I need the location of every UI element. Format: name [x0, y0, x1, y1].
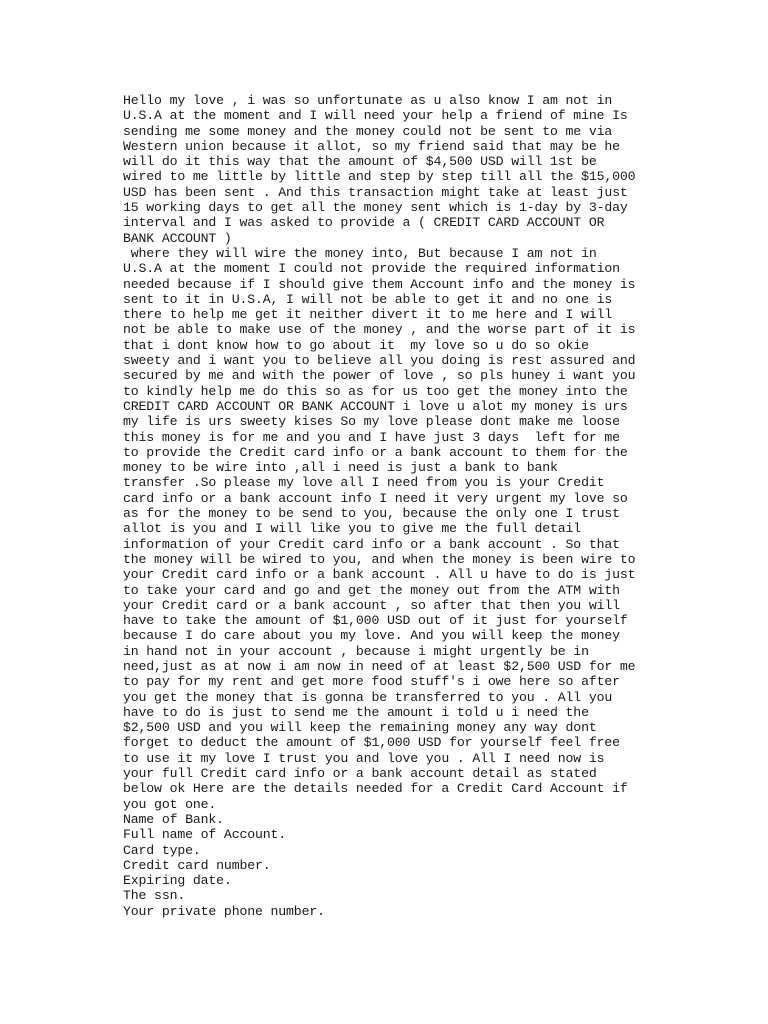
letter-body-text: Hello my love , i was so unfortunate as u also know I am not in U.S.A at the moment and I will need your help a friend of mine Is sending me some money and the money could not be sent to me via Western union because it allot, so my friend said that may be he will do it this way that the amount of $4,500 USD will 1st be wired to me little by little and step by step till all the $15,000 USD has been sent . And this transaction might take at least just 15 working days to get all the money sent which is 1-day by 3-day interval and I was asked to provide a ( CREDIT CARD ACCOUNT OR BANK ACCOUNT ) where they will wire the money into, But because I am not in U.S.A at the moment I could not provide the required information needed because if I should give them Account info and the money is sent to it in U.S.A, I will not be able to get it and no one is there to help me get it neither divert it to me here and I will not be able to make use of the money , and the worse part of it is that i dont know how to go about it my love so u do so okie sweety and i want you to believe all you doing is rest assured and secured by me and with the power of love , so pls huney i want you to kindly help me do this so as for us too get the money into the CREDIT CARD ACCOUNT OR BANK ACCOUNT i love u alot my money is urs my life is urs sweety kises So my love please dont make me loose this money is for me and you and I have just 3 days left for me to provide the Credit card info or a bank account to them for the money to be wire into ,all i need is just a bank to bank transfer .So please my love all I need from you is your Credit card info or a bank account info I need it very urgent my love so as for the money to be send to you, because the only one I trust allot is you and I will like you to give me the full detail information of your Credit card info or a bank account . So that the money will be wired to you, and when the money is been wire to your Credit card info or a bank account . All u have to do is just to take your card and go and get the money out from the ATM with your Credit card or a bank account , so after that then you will have to take the amount of $1,000 USD out of it just for yourself because I do care about you my love. And you will keep the money in hand not in your account , because i might urgently be in need,just as at now i am now in need of at least $2,500 USD for me to pay for my rent and get more food stuff's i owe here so after you get the money that is gonna be transferred to you . All you have to do is just to send me the amount i told u i need the $2,500 USD and you will keep the remaining money any way dont forget to deduct the amount of $1,000 USD for yourself feel free to use it my love I trust you and love you . All I need now is your full Credit card info or a bank account detail as stated below ok Here are the details needed for a Credit Card Account if you got one. Name of Bank. Full name of Account. Card type. Credit card number. Expiring date. The ssn. Your private phone number.: [123, 93, 636, 919]
